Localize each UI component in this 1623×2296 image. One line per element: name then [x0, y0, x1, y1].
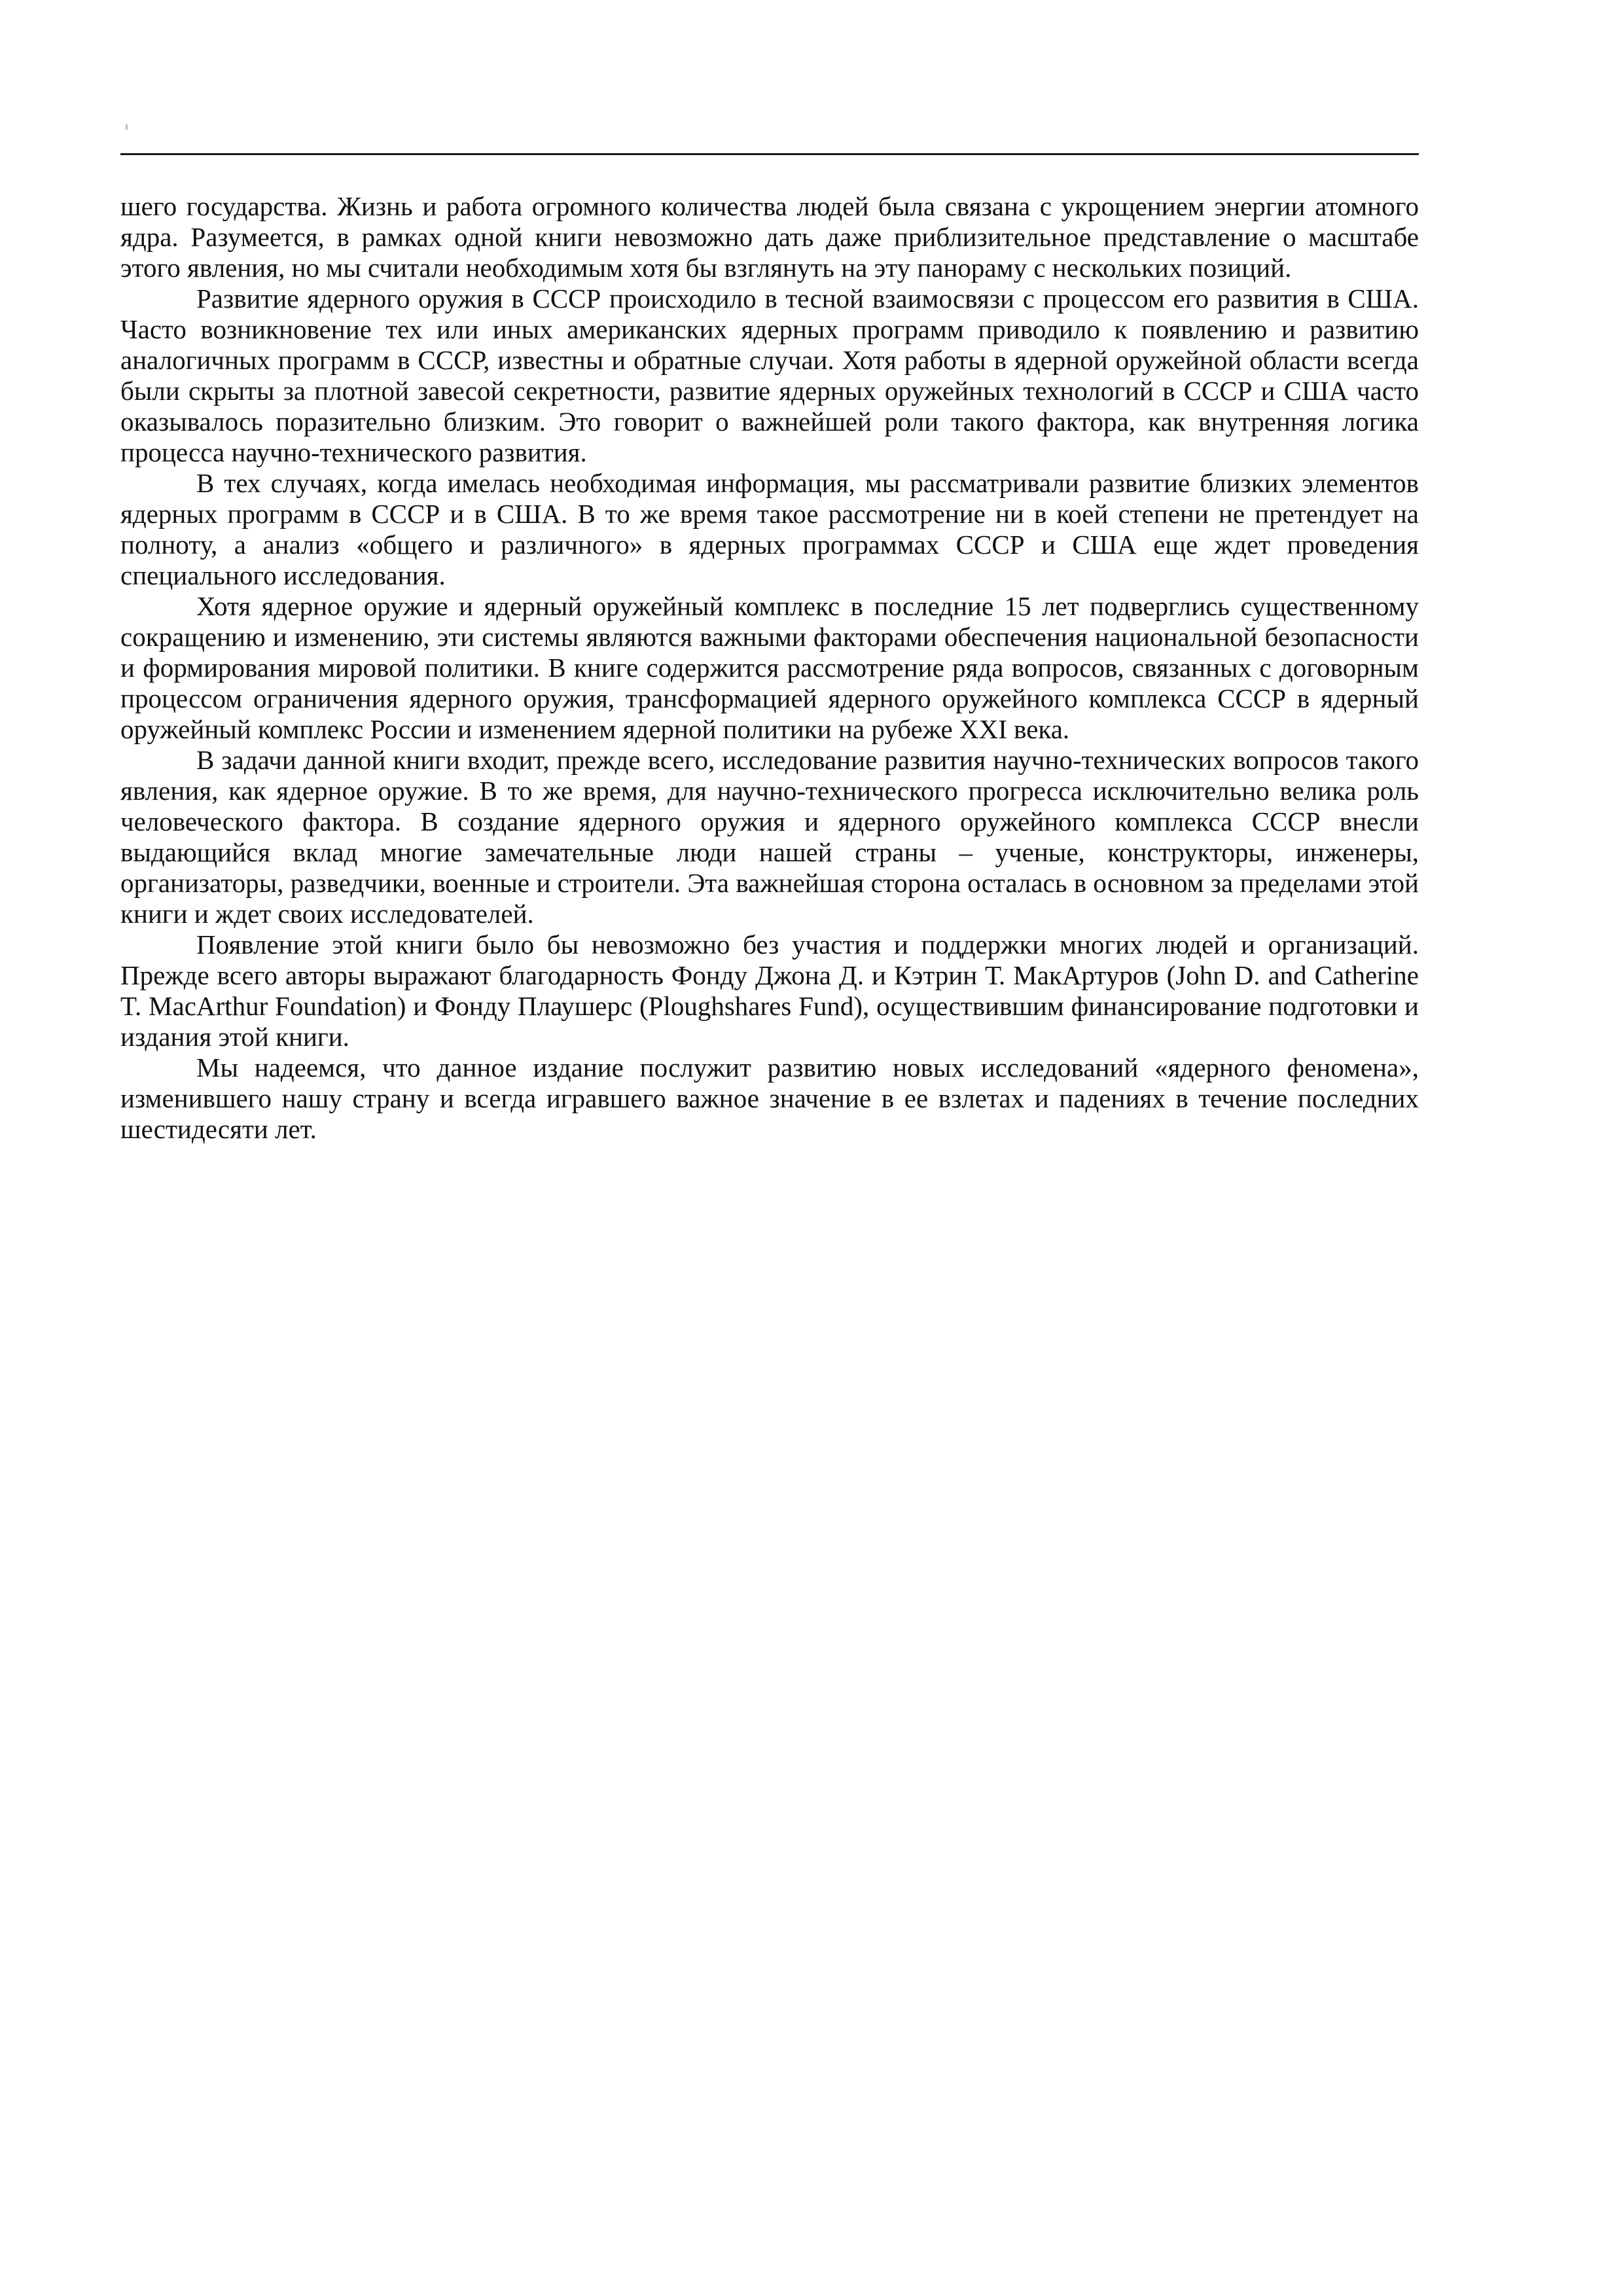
- paragraph-1: шего государства. Жизнь и работа огромного количества людей была связана с укрощением энергии атомного ядра. Разумеется, в рамках одной книги невозможно дать даже приблизительное представление о масштабе этого явления, но мы считали необходимым хотя бы взглянуть на эту панораму с нескольких позиций.: [120, 191, 1419, 283]
- header-rule: [120, 153, 1419, 155]
- body-text: [120, 191, 1419, 1145]
- paragraph-6: Появление этой книги было бы невозможно без участия и поддержки многих людей и организаций. Прежде всего авторы выражают благодарность Фонду Джона Д. и Кэтрин Т. МакАртуров (John D. and Catherine T. MacArthur Foundation) и Фонду Плаушерс (Ploughshares Fund), осуществившим финансирование подготовки и издания этой книги.: [120, 929, 1419, 1052]
- paragraph-7: Мы надеемся, что данное издание послужит развитию новых исследований «ядерного феномена», изменившего нашу страну и всегда игравшего важное значение в ее взлетах и падениях в течение последних шестидесяти лет.: [120, 1052, 1419, 1144]
- paragraph-5: В задачи данной книги входит, прежде всего, исследование развития научно-технических вопросов такого явления, как ядерное оружие. В то же время, для научно-технического прогресса исключительно велика роль человеческого фактора. В создание ядерного оружия и ядерного оружейного комплекса СССР внесли выдающийся вклад многие замечательные люди нашей страны – ученые, конструкторы, инженеры, организаторы, разведчики, военные и строители. Эта важнейшая сторона осталась в основном за пределами этой книги и ждет своих исследователей.: [120, 745, 1419, 929]
- paragraph-4: Хотя ядерное оружие и ядерный оружейный комплекс в последние 15 лет подверглись существенному сокращению и изменению, эти системы являются важными факторами обеспечения национальной безопасности и формирования мировой политики. В книге содержится рассмотрение ряда вопросов, связанных с договорным процессом ограничения ядерного оружия, трансформацией ядерного оружейного комплекса СССР в ядерный оружейный комплекс России и изменением ядерной политики на рубеже XXI века.: [120, 591, 1419, 744]
- paragraph-2: Развитие ядерного оружия в СССР происходило в тесной взаимосвязи с процессом его развития в США. Часто возникновение тех или иных американских ядерных программ приводило к появлению и развитию аналогичных программ в СССР, известны и обратные случаи. Хотя работы в ядерной оружейной области всегда были скрыты за плотной завесой секретности, развитие ядерных оружейных технологий в СССР и США часто оказывалось поразительно близким. Это говорит о важнейшей роли такого фактора, как внутренняя логика процесса научно-технического развития.: [120, 283, 1419, 467]
- paragraph-3: В тех случаях, когда имелась необходимая информация, мы рассматривали развитие близких элементов ядерных программ в СССР и в США. В то же время такое рассмотрение ни в коей степени не претендует на полноту, а анализ «общего и различного» в ядерных программах СССР и США еще ждет проведения специального исследования.: [120, 468, 1419, 590]
- header-mark: [126, 124, 128, 130]
